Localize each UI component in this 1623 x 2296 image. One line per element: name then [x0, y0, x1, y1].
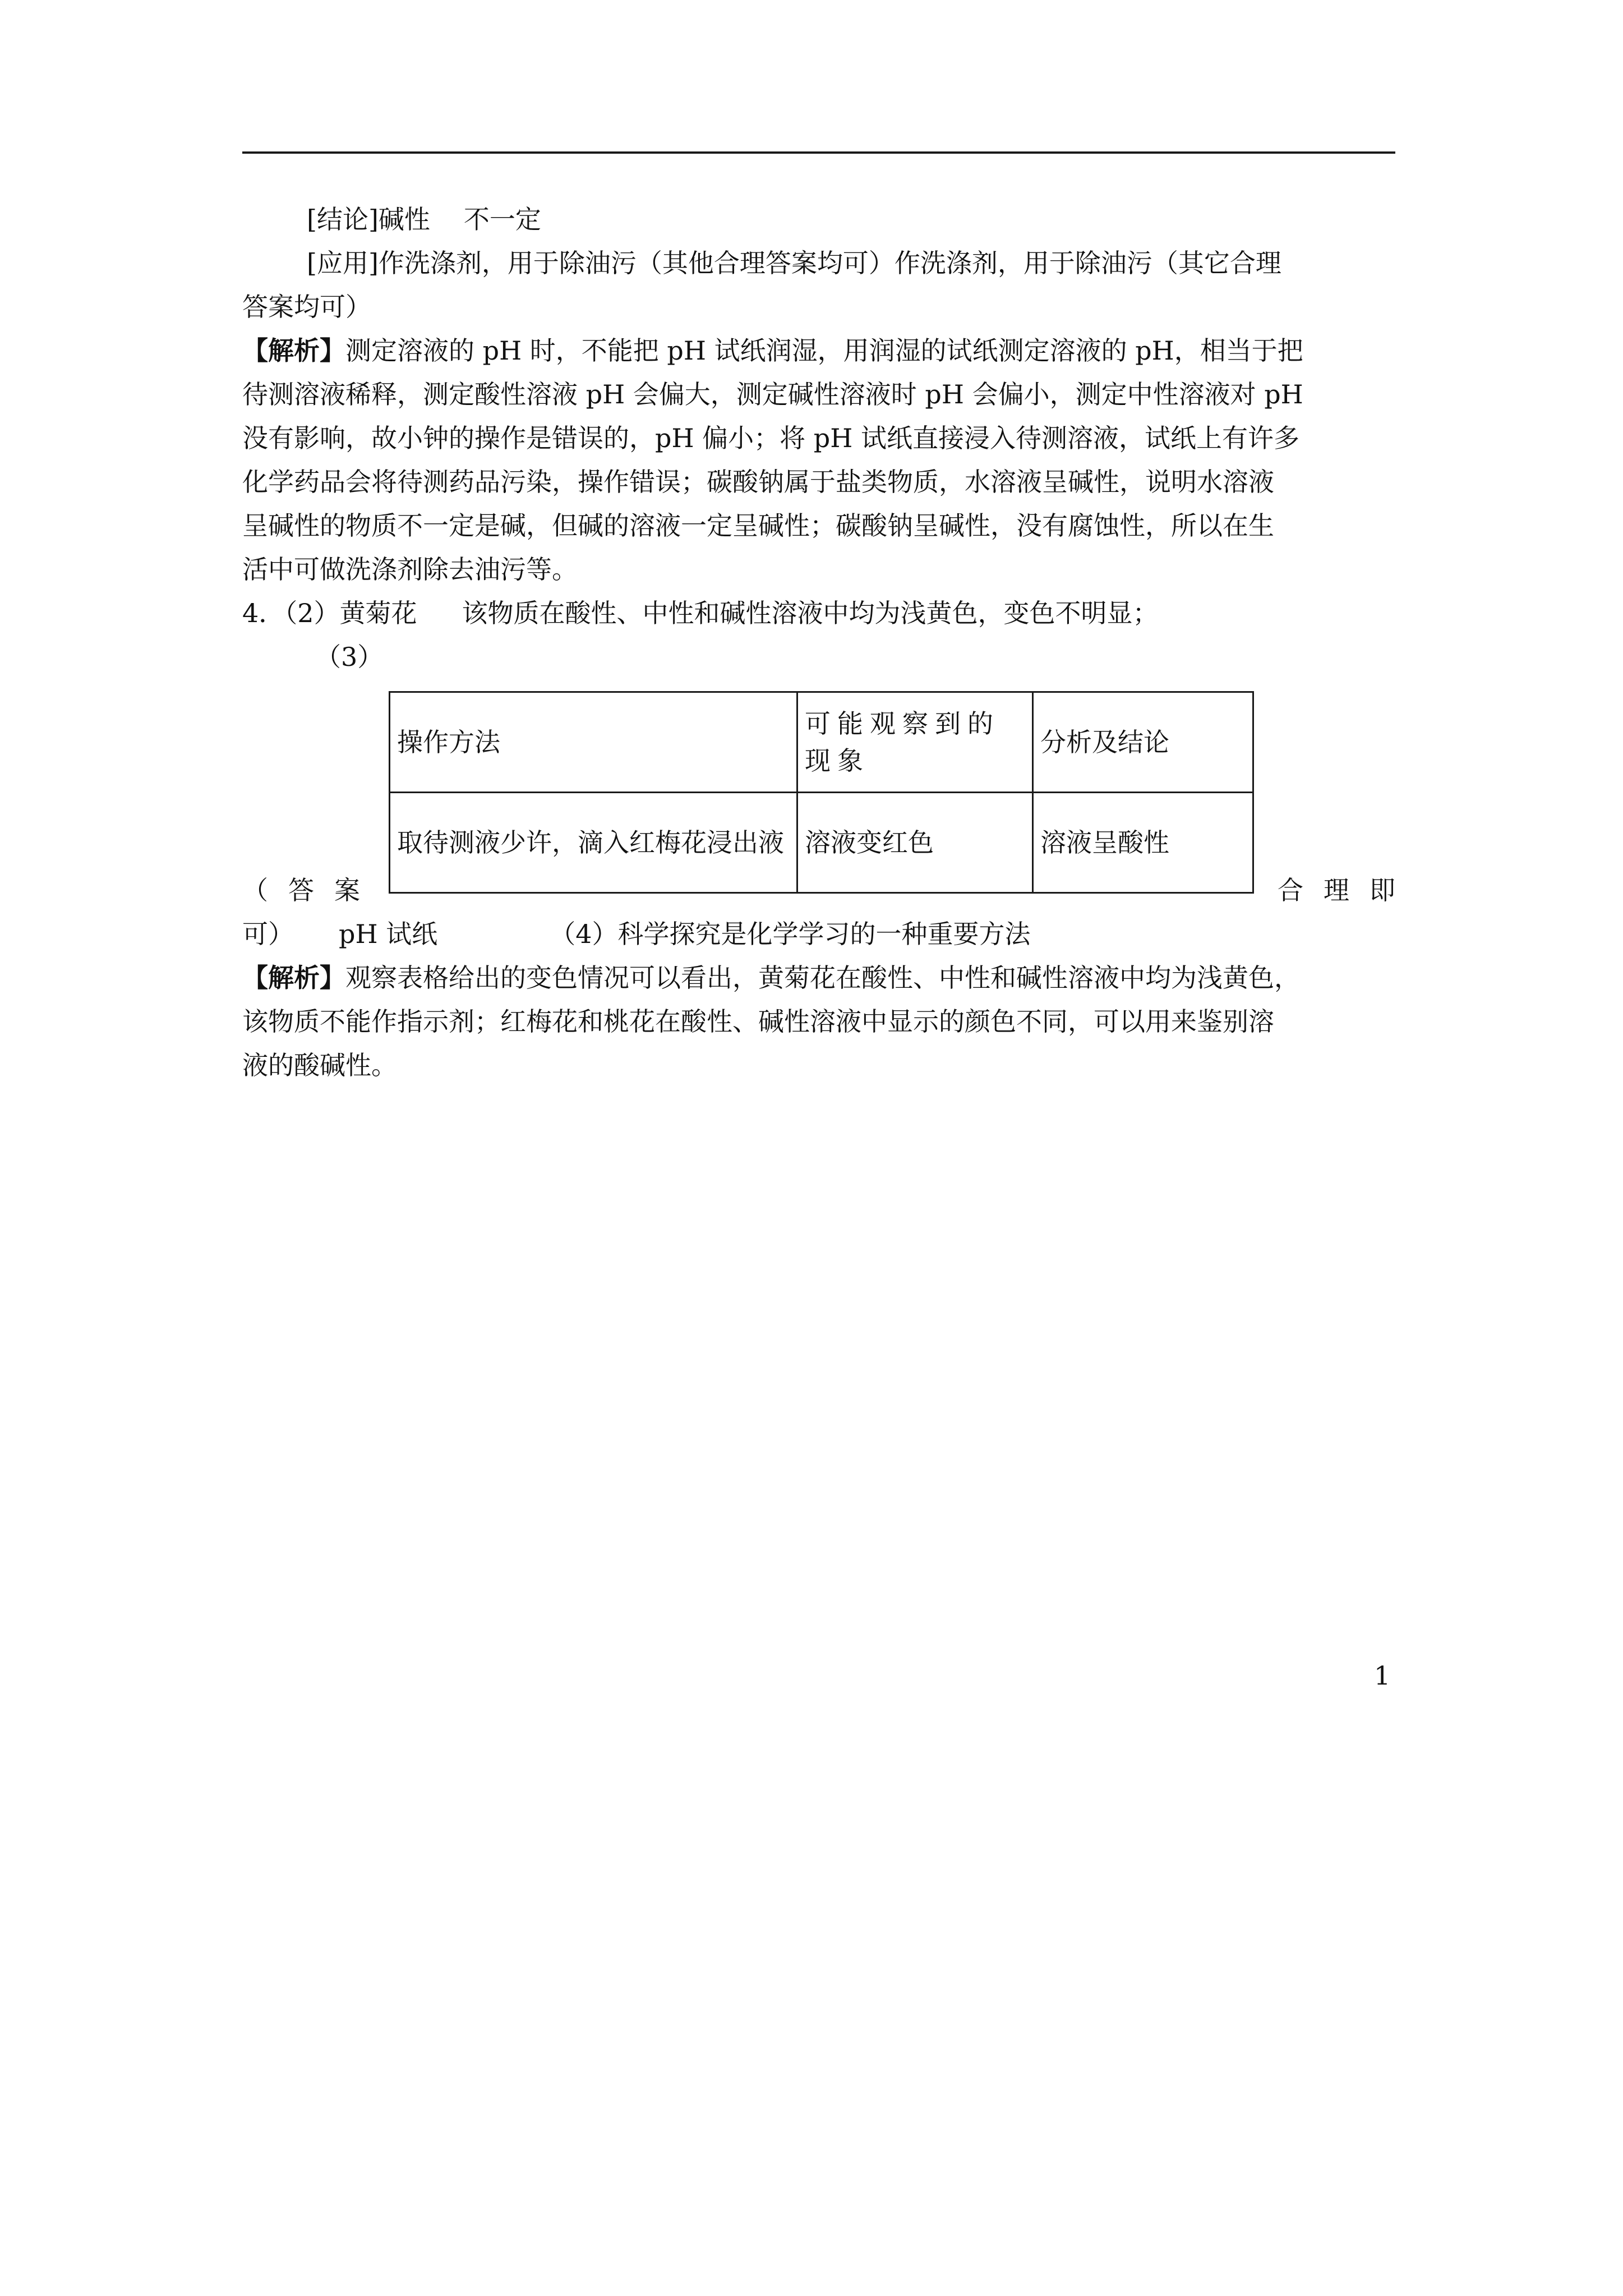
- answer-note-char: 案: [334, 875, 360, 905]
- analysis1-line-1: [242, 329, 1395, 372]
- analysis1-text-6: 活中可做洗涤剂除去油污等。: [242, 554, 578, 585]
- conclusion-text: [结论]碱性: [307, 204, 430, 234]
- analysis1-text-3: 没有影响，故小钟的操作是错误的，pH 偏小；将 pH 试纸直接浸入待测溶液，试纸上有许多: [242, 423, 1299, 453]
- conclusion-tail: 不一定: [463, 204, 541, 234]
- table-header-row: [390, 692, 1253, 793]
- analysis2-text-2: 该物质不能作指示剂；红梅花和桃花在酸性、碱性溶液中显示的颜色不同，可以用来鉴别溶: [242, 1006, 1274, 1037]
- answer-note-char: 合: [1278, 875, 1303, 905]
- ph-paper-text: pH 试纸: [339, 919, 438, 949]
- q4-part2-label: 4．（2）黄菊花: [242, 598, 417, 628]
- q4-part3-line: [315, 635, 1404, 679]
- table-cell: 溶液变红色: [797, 793, 1033, 893]
- analysis2-text-3: 液的酸碱性。: [242, 1050, 397, 1080]
- answer-note-char: （: [242, 875, 268, 905]
- analysis2-line-2: [242, 1000, 1395, 1043]
- answer-note-char: 答: [288, 875, 314, 905]
- q4-part2-text: 该物质在酸性、中性和碱性溶液中均为浅黄色，变色不明显；: [462, 598, 1159, 628]
- analysis1-text-4: 化学药品会将待测药品污染，操作错误；碳酸钠属于盐类物质，水溶液呈碱性，说明水溶液: [242, 467, 1274, 497]
- analysis1-text-1: 测定溶液的 pH 时，不能把 pH 试纸润湿，用润湿的试纸测定溶液的 pH，相当于把: [345, 335, 1303, 366]
- table-row: [390, 793, 1253, 893]
- analysis1-line-6: [242, 547, 1395, 591]
- answer-note-left: [242, 868, 360, 912]
- q4-part3-label: （3）: [315, 642, 384, 672]
- header-rule: [242, 151, 1395, 154]
- answer-note-char: 理: [1324, 875, 1349, 905]
- conclusion-line: [307, 197, 1395, 241]
- analysis2-line-1: [242, 956, 1395, 1000]
- analysis1-line-4: [242, 460, 1395, 504]
- answer-note-char: 即: [1370, 875, 1395, 905]
- observation-table: [389, 691, 1254, 894]
- application-text-1: [应用]作洗涤剂，用于除油污（其他合理答案均可）作洗涤剂，用于除油污（其它合理: [307, 248, 1281, 278]
- answer-note-right: [1278, 868, 1395, 912]
- analysis1-text-2: 待测溶液稀释，测定酸性溶液 pH 会偏大，测定碱性溶液时 pH 会偏小，测定中性溶液对 pH: [242, 379, 1303, 409]
- table-header-cell: 可能观察到的现象: [797, 692, 1033, 793]
- analysis2-text-1: 观察表格给出的变色情况可以看出，黄菊花在酸性、中性和碱性溶液中均为浅黄色，: [345, 963, 1300, 993]
- table-cell: 溶液呈酸性: [1033, 793, 1253, 893]
- analysis1-label: 【解析】: [242, 335, 345, 366]
- answer-note-line-2: [242, 912, 1395, 956]
- analysis2-line-3: [242, 1043, 1395, 1087]
- table-cell: 取待测液少许，滴入红梅花浸出液: [390, 793, 797, 893]
- answer-note-end: 可）: [242, 919, 294, 949]
- analysis1-text-5: 呈碱性的物质不一定是碱，但碱的溶液一定呈碱性；碳酸钠呈碱性，没有腐蚀性，所以在生: [242, 510, 1274, 541]
- application-line-2: [242, 285, 1395, 329]
- analysis1-line-5: [242, 504, 1395, 547]
- application-line-1: [307, 241, 1395, 285]
- analysis1-line-3: [242, 416, 1395, 460]
- table-header-cell: 操作方法: [390, 692, 797, 793]
- application-text-2: 答案均可）: [242, 292, 371, 322]
- table-header-cell: 分析及结论: [1033, 692, 1253, 793]
- analysis1-line-2: [242, 372, 1395, 416]
- q4-part2-line: [242, 591, 1395, 635]
- analysis2-label: 【解析】: [242, 963, 345, 993]
- page-number: 1: [1374, 1660, 1391, 1691]
- q4-part4-text: （4）科学探究是化学学习的一种重要方法: [550, 919, 1031, 949]
